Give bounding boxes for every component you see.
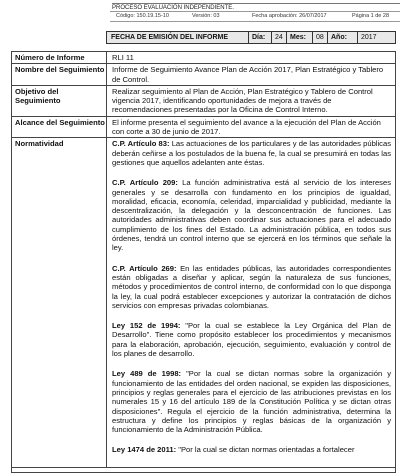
report-number-label: Número de Informe [12, 52, 107, 63]
regulation-title: C.P. Artículo 209: [112, 178, 178, 188]
regulation-text: "Por la cual se establece la Ley Orgánica del Plan de Desarrollo". Tiene como propósito establecer los procedimientos y mecanismos para la elaboración, aprobación, ejecución, seguimiento, evaluación y control de los planes de desarrollo. [112, 321, 391, 359]
document-meta-row [112, 12, 400, 21]
day-label: Día: [252, 34, 266, 41]
year-value: 2017 [361, 34, 377, 41]
tracking-scope-label: Alcance del Seguimiento [12, 117, 107, 138]
regulation-text: Las actuaciones de los particulares y de las autoridades públicas deberán ceñirse a los postulados de la buena fe, la cual se presumirá en todas las gestiones que aquellos adelanten ante éstas. [112, 139, 391, 167]
regulation-paragraph [112, 178, 391, 252]
tracking-scope-value: El informe presenta el seguimiento del avance a la ejecución del Plan de Acción con corte a 30 de junio de 2017. [112, 117, 381, 137]
divider [312, 32, 313, 43]
tracking-objective-label: Objetivo del Seguimiento [12, 86, 107, 116]
regulation-paragraph [112, 321, 391, 358]
regulation-title: C.P. Artículo 269: [112, 263, 177, 273]
emission-date-bar [106, 31, 396, 44]
regulation-title: C.P. Artículo 83: [112, 139, 170, 149]
report-number-value: RLI 11 [112, 53, 134, 62]
emission-date-label: FECHA DE EMISIÓN DEL INFORME [111, 34, 229, 41]
header-system-name [6, 0, 116, 1]
regulation-paragraph [112, 369, 391, 434]
divider [286, 32, 287, 43]
report-info-table [11, 51, 396, 473]
page-indicator: Página 1 de 28 [352, 13, 390, 19]
day-value: 24 [275, 34, 283, 41]
document-version: Versión: 03 [192, 13, 220, 19]
regulation-title: Ley 1474 de 2011: [112, 445, 177, 455]
regulation-text: "Por la cual se dictan normas orientadas a fortalecer [176, 445, 355, 455]
document-code: Código: 150.19.15-10 [116, 13, 169, 19]
row-report-number [12, 52, 395, 64]
year-label: Año: [331, 34, 347, 41]
regulation-paragraph [112, 445, 391, 454]
approval-date: Fecha aprobación: 26/07/2017 [252, 13, 327, 19]
tracking-name-value: Informe de Seguimiento Avance Plan de Acción 2017, Plan Estratégico y Tablero de Control. [112, 65, 384, 84]
regulation-title: Ley 152 de 1994: [112, 321, 181, 331]
row-tracking-objective [12, 86, 395, 117]
tracking-objective-value: Realizar seguimiento al Plan de Acción, Plan Estratégico y Tablero de Control vigencia 2017, identificando oportunidades de mejora a través de recomendaciones presentadas por la Oficina de Control Interno. [112, 86, 373, 115]
regulation-paragraph [112, 264, 391, 310]
divider [248, 32, 249, 43]
row-regulations [12, 138, 395, 467]
tracking-name-label: Nombre del Seguimiento [12, 64, 107, 85]
month-label: Mes: [290, 34, 306, 41]
regulation-text: "Por la cual se dictan normas sobre la organización y funcionamiento de las entidades del orden nacional, se expiden las disposiciones, principios y reglas generales para el ejercicio de las atribuciones previstas en los numerales 15 y 16 del artículo 189 de la Constitución Política y se dictan otras disposiciones". Regula el ejercicio de la función administrativa, determina la estructura y define los principios y reglas básicas de la organización y funcionamiento de la Administración Pública. [112, 369, 391, 435]
header-rule [112, 3, 400, 4]
regulations-label: Normatividad [12, 138, 107, 466]
meta-divider-bottom [110, 21, 400, 22]
process-name: PROCESO EVALUACIÓN INDEPENDIENTE. [112, 5, 234, 11]
regulation-text: La función administrativa está al servicio de los intereses generales y se desarrolla con fundamento en los principios de igualdad, moralidad, eficacia, economía, celeridad, imparcialidad y publicidad, mediante la descentralización, la delegación y la desconcentración de funciones. Las autoridades administrativas deben coordinar sus actuaciones para el adecuado cumplimiento de los fines del Estado. La administración pública, en todos sus órdenes, tendrá un control interno que se ejercerá en los términos que señale la ley. [112, 178, 391, 253]
regulation-title: Ley 489 de 1998: [112, 369, 182, 379]
row-tracking-name [12, 64, 395, 86]
month-value: 08 [316, 34, 324, 41]
divider [327, 32, 328, 43]
regulations-content [107, 138, 395, 466]
row-tracking-scope [12, 117, 395, 139]
regulation-text: En las entidades públicas, las autoridades correspondientes están obligadas a diseñar y aplicar, según la naturaleza de sus funciones, métodos y procedimientos de control interno, de conformidad con lo que disponga la ley, la cual podrá establecer excepciones y autorizar la contratación de dichos servicios con empresas privadas colombianas. [112, 263, 391, 310]
divider [357, 32, 358, 43]
regulation-paragraph [112, 139, 391, 167]
divider [271, 32, 272, 43]
